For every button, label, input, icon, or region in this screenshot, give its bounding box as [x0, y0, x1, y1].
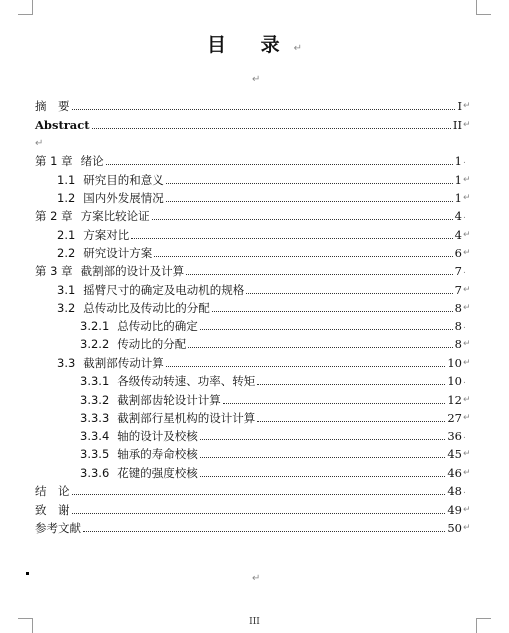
toc-entry-page: 8: [454, 319, 462, 333]
toc-entry-title: 摘 要: [35, 99, 70, 113]
toc-entry-label: [80, 411, 255, 426]
toc-entry-label: [57, 356, 164, 371]
toc-dot-leader: [186, 274, 453, 275]
toc-dot-leader: [106, 164, 453, 165]
toc-entry-number: 3.2.2: [80, 337, 110, 351]
toc-entry-title: 研究目的和意义: [83, 173, 164, 187]
toc-entry-title: 传动比的分配: [117, 337, 187, 351]
paragraph-mark-icon: ↵: [463, 449, 471, 459]
footer-page-number: III: [249, 617, 260, 627]
toc-entry-page: 36: [447, 429, 462, 443]
toc-entry-number: 3.3.4: [80, 429, 110, 443]
toc-entry-title: 截割部齿轮设计计算: [117, 393, 221, 407]
toc-entry-label: [80, 374, 255, 389]
paragraph-mark-icon: ↵: [463, 468, 471, 478]
toc-entry-label: [80, 319, 198, 334]
toc-dot-leader: [83, 531, 445, 532]
toc-entry-number: 第 1 章: [35, 154, 73, 168]
paragraph-mark-icon: ↵: [463, 413, 471, 423]
toc-entry-title: 轴的设计及校核: [117, 429, 198, 443]
paragraph-mark-icon: .: [463, 266, 466, 276]
toc-entry-page: 50: [447, 521, 462, 535]
toc-entry[interactable]: [57, 171, 472, 188]
toc-entry-label: [35, 503, 70, 518]
toc-entry[interactable]: [80, 335, 472, 352]
toc-entry-number: 1.1: [57, 173, 76, 187]
toc-entry-page: 8: [454, 301, 462, 315]
paragraph-mark-icon: .: [463, 211, 466, 221]
toc-dot-leader: [166, 366, 446, 367]
toc-entry[interactable]: [57, 226, 472, 243]
toc-entry-page: 7: [454, 283, 462, 297]
page-number-footer: [0, 617, 509, 627]
toc-entry-page: I: [457, 99, 462, 113]
paragraph-mark-icon: ↵: [463, 339, 471, 349]
toc-entry-label: [35, 118, 90, 133]
toc-entry-label: [35, 209, 150, 224]
toc-dot-leader: [246, 293, 452, 294]
toc-dot-leader: [166, 201, 453, 202]
toc-entry[interactable]: [35, 97, 472, 114]
toc-entry[interactable]: [57, 281, 472, 298]
toc-entry[interactable]: [57, 354, 472, 371]
paragraph-mark-icon: ↵: [463, 175, 471, 185]
toc-entry-page: 1: [454, 154, 462, 168]
toc-entry[interactable]: [80, 409, 472, 426]
toc-entry[interactable]: [57, 189, 472, 206]
paragraph-mark-icon: ↵: [463, 193, 471, 203]
toc-dot-leader: [131, 238, 452, 239]
toc-entry-page: 6: [454, 246, 462, 260]
toc-entry-page: 10: [447, 374, 462, 388]
toc-entry-title: 方案对比: [83, 228, 130, 242]
paragraph-mark-icon: ↵: [293, 43, 302, 54]
toc-entry-number: 3.3.2: [80, 393, 110, 407]
empty-paragraph-mark-icon: ↵: [252, 74, 261, 85]
toc-entry-label: [57, 301, 210, 316]
toc-entry[interactable]: [80, 317, 472, 334]
toc-entry-title: 截割部的设计及计算: [80, 264, 185, 278]
toc-entry-title: 绪论: [80, 154, 104, 168]
toc-entry-title: 总传动比的确定: [117, 319, 198, 333]
toc-entry-number: 2.2: [57, 246, 76, 260]
toc-entry-number: 3.3: [57, 356, 76, 370]
toc-entry-title: 参考文献: [35, 521, 81, 535]
toc-entry-label: [35, 264, 184, 279]
toc-entry-label: [35, 521, 81, 536]
toc-entry-label: [80, 429, 198, 444]
toc-entry-label: [80, 466, 198, 481]
paragraph-bullet-icon: [26, 572, 29, 575]
toc-entry-page: 1: [454, 191, 462, 205]
toc-dot-leader: [223, 403, 446, 404]
toc-entry-number: 第 2 章: [35, 209, 73, 223]
paragraph-mark-icon: ↵: [463, 285, 471, 295]
toc-entry[interactable]: [80, 391, 472, 408]
toc-entry-number: 3.3.5: [80, 447, 110, 461]
toc-entry-number: 3.3.3: [80, 411, 110, 425]
toc-entry-number: 3.3.6: [80, 466, 110, 480]
toc-entry-title: 结 论: [35, 484, 70, 498]
toc-entry[interactable]: [80, 427, 472, 444]
toc-entry[interactable]: [80, 464, 472, 481]
toc-dot-leader: [92, 128, 451, 129]
toc-entry-page: 4: [454, 209, 462, 223]
paragraph-mark-icon: ↵: [463, 230, 471, 240]
toc-entry[interactable]: [35, 501, 472, 518]
toc-entry-label: [57, 246, 152, 261]
page-title: [0, 30, 509, 57]
toc-entry-number: 3.2: [57, 301, 76, 315]
toc-entry-page: 45: [447, 447, 462, 461]
toc-entry-label: [57, 191, 164, 206]
toc-entry-title: 国内外发展情况: [83, 191, 164, 205]
toc-entry-label: [35, 154, 104, 169]
toc-entry-page: II: [452, 118, 462, 132]
paragraph-mark-icon: ↵: [463, 303, 471, 313]
toc-entry-number: 第 3 章: [35, 264, 73, 278]
toc-entry-title: 摇臂尺寸的确定及电动机的规格: [83, 283, 245, 297]
paragraph-mark-icon: ↵: [463, 248, 471, 258]
toc-dot-leader: [200, 329, 453, 330]
toc-dot-leader: [200, 457, 446, 458]
toc-entry-page: 7: [454, 264, 462, 278]
toc-entry[interactable]: [35, 262, 472, 279]
toc-entry[interactable]: [80, 372, 472, 389]
toc-entry[interactable]: [57, 299, 472, 316]
toc-entry-label: [80, 337, 186, 352]
toc-dot-leader: [188, 347, 452, 348]
toc-entry-page: 49: [447, 503, 462, 517]
paragraph-mark-icon: ↵: [463, 395, 471, 405]
toc-entry-title: 轴承的寿命校核: [117, 447, 198, 461]
toc-entry-page: 46: [447, 466, 462, 480]
toc-entry-title: 总传动比及传动比的分配: [83, 301, 210, 315]
toc-entry-title: 花键的强度校核: [117, 466, 198, 480]
toc-dot-leader: [72, 109, 456, 110]
toc-entry-number: 3.1: [57, 283, 76, 297]
toc-entry-label: [57, 228, 129, 243]
empty-paragraph-mark-icon: ↵: [35, 138, 44, 149]
toc-entry-title: Abstract: [35, 118, 90, 132]
toc-dot-leader: [200, 439, 446, 440]
toc-entry-title: 研究设计方案: [83, 246, 153, 260]
toc-entry[interactable]: [35, 116, 472, 133]
toc-dot-leader: [257, 384, 445, 385]
toc-entry-label: [80, 393, 221, 408]
toc-dot-leader: [152, 219, 453, 220]
toc-entry-page: 10: [447, 356, 462, 370]
toc-entry-label: [57, 283, 244, 298]
toc-entry-page: 1: [454, 173, 462, 187]
toc-entry-number: 1.2: [57, 191, 76, 205]
paragraph-mark-icon: ↵: [463, 505, 471, 515]
toc-entry-page: 27: [447, 411, 462, 425]
toc-dot-leader: [212, 311, 453, 312]
paragraph-mark-icon: ↵: [463, 358, 471, 368]
paragraph-mark-icon: ↵: [463, 523, 471, 533]
empty-paragraph-mark-icon: ↵: [252, 573, 261, 584]
toc-entry-label: [57, 173, 164, 188]
toc-dot-leader: [72, 513, 446, 514]
toc-entry[interactable]: [35, 152, 472, 169]
toc-dot-leader: [166, 183, 453, 184]
toc-entry[interactable]: [35, 519, 472, 536]
toc-entry[interactable]: [35, 482, 472, 499]
paragraph-mark-icon: .: [463, 376, 466, 386]
paragraph-mark-icon: .: [463, 321, 466, 331]
toc-entry-label: [80, 447, 198, 462]
toc-entry-page: 48: [447, 484, 462, 498]
toc-entry-number: 2.1: [57, 228, 76, 242]
toc-entry-label: [35, 99, 70, 114]
page-title-text: 目 录: [206, 34, 294, 56]
toc-dot-leader: [154, 256, 452, 257]
toc-entry-page: 8: [454, 337, 462, 351]
toc-entry-title: 各级传动转速、功率、转矩: [117, 374, 256, 388]
toc-entry-page: 12: [447, 393, 462, 407]
toc-dot-leader: [257, 421, 445, 422]
toc-entry-page: 4: [454, 228, 462, 242]
toc-entry-title: 方案比较论证: [80, 209, 150, 223]
toc-entry-label: [35, 484, 70, 499]
toc-entry-number: 3.2.1: [80, 319, 110, 333]
toc-entry-title: 截割部传动计算: [83, 356, 164, 370]
toc-entry[interactable]: [80, 445, 472, 462]
toc-entry-number: 3.3.1: [80, 374, 110, 388]
toc-entry[interactable]: [57, 244, 472, 261]
toc-entry-title: 截割部行星机构的设计计算: [117, 411, 256, 425]
toc-dot-leader: [200, 476, 446, 477]
toc-entry[interactable]: [35, 207, 472, 224]
paragraph-mark-icon: .: [463, 156, 466, 166]
toc-dot-leader: [72, 494, 446, 495]
paragraph-mark-icon: ↵: [463, 120, 471, 130]
paragraph-mark-icon: .: [463, 486, 466, 496]
toc-entry-title: 致 谢: [35, 503, 70, 517]
paragraph-mark-icon: .: [463, 431, 466, 441]
paragraph-mark-icon: ↵: [463, 101, 471, 111]
crop-mark-top-right: [476, 0, 491, 15]
crop-mark-top-left: [18, 0, 33, 15]
